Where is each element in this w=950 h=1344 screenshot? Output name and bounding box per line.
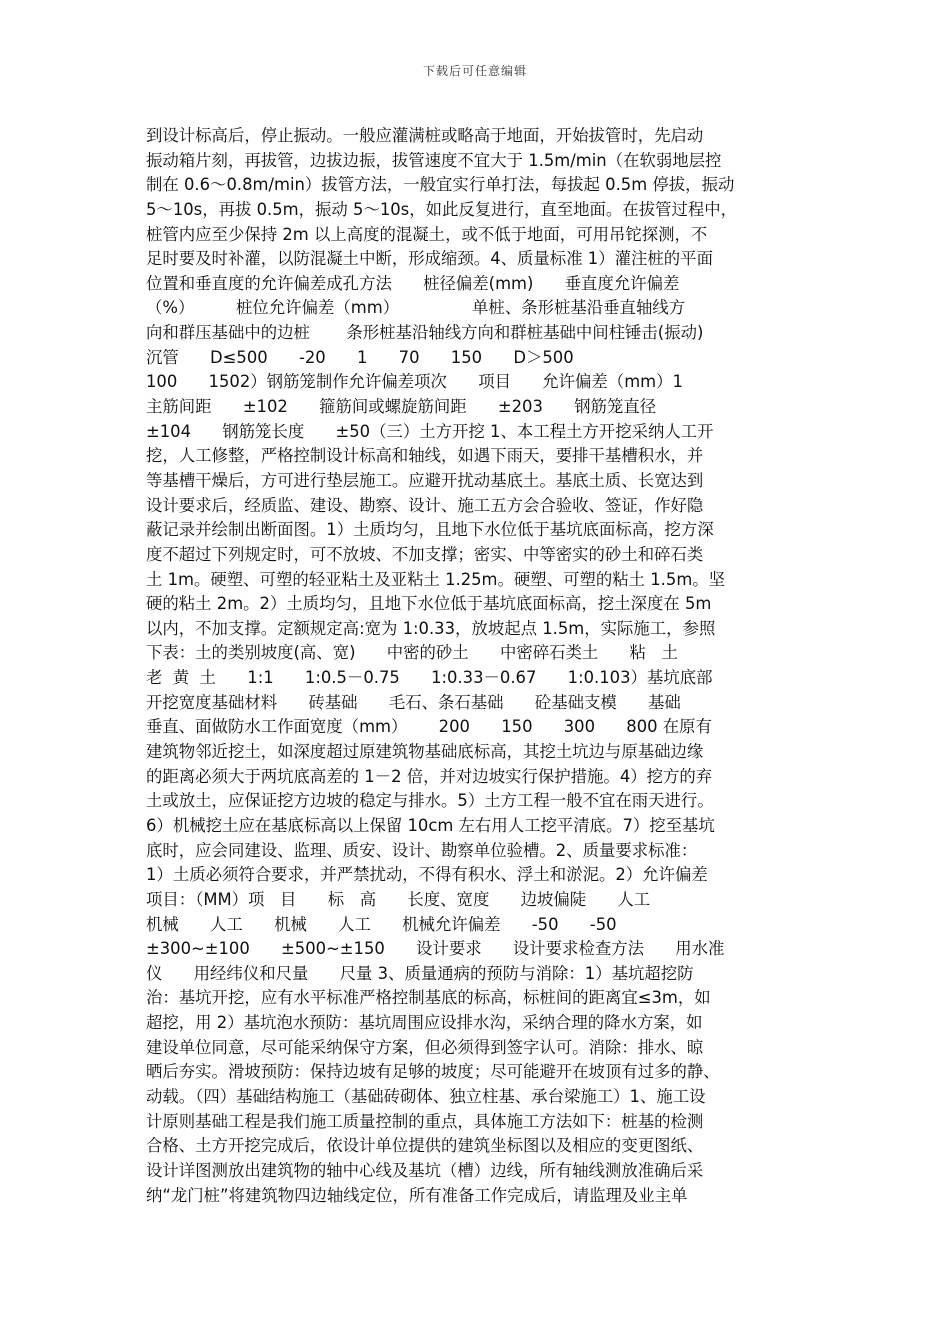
- text-line: 土 1m。硬塑、可塑的轻亚粘土及亚粘土 1.25m。硬塑、可塑的粘土 1.5m。坚: [146, 569, 726, 589]
- text-line: 主筋间距 ±102 箍筋间或螺旋筋间距 ±203 钢筋笼直径: [146, 397, 657, 417]
- text-line: 合格、土方开挖完成后，依设计单位提供的建筑坐标图以及相应的变更图纸、: [146, 1136, 704, 1156]
- text-line: 向和群压基础中的边桩 条形桩基沿轴线方向和群桩基础中间柱锤击(振动): [146, 323, 704, 343]
- text-line: 开挖宽度基础材料 砖基础 毛石、条石基础 砼基础支模 基础: [146, 692, 681, 712]
- text-line: 项目：（MM）项 目 标 高 长度、宽度 边坡偏陡 人工: [146, 889, 651, 909]
- text-line: （%） 桩位允许偏差（mm） 单桩、条形桩基沿垂直轴线方: [146, 298, 686, 318]
- text-line: 老 黄 土 1:1 1:0.5－0.75 1:0.33－0.67 1:0.103）基坑底部: [146, 668, 713, 688]
- text-line: 6）机械挖土应在基底标高以上保留 10cm 左右用人工挖平清底。7）挖至基坑: [146, 815, 715, 835]
- text-line: 100 1502）钢筋笼制作允许偏差项次 项目 允许偏差（mm）1: [146, 372, 683, 392]
- text-line: 治：基坑开挖，应有水平标准严格控制基底的标高，标桩间的距离宜≤3m，如: [146, 988, 711, 1008]
- text-line: 制在 0.6～0.8m/min）拔管方法，一般宜实行单打法，每拔起 0.5m 停拔，振动: [146, 175, 735, 195]
- text-line: 设计详图测放出建筑物的轴中心线及基坑（槽）边线，所有轴线测放准确后采: [146, 1160, 704, 1180]
- text-line: 纳“龙门桩”将建筑物四边轴线定位，所有准备工作完成后，请监理及业主单: [146, 1185, 688, 1205]
- text-line: ±104 钢筋笼长度 ±50（三）土方开挖 1、本工程土方开挖采纳人工开: [146, 421, 714, 441]
- page-header: 下载后可任意编辑: [422, 64, 527, 78]
- text-line: 晒后夯实。滑坡预防：保持边坡有足够的坡度；尽可能避开在坡顶有过多的静、: [146, 1062, 720, 1082]
- text-line: 机械 人工 机械 人工 机械允许偏差 -50 -50: [146, 914, 617, 934]
- text-line: 沉管 D≤500 -20 1 70 150 D＞500: [146, 347, 574, 367]
- text-line: 1）土质必须符合要求，并严禁扰动，不得有积水、浮土和淤泥。2）允许偏差: [146, 865, 708, 885]
- text-line: 动载。（四）基础结构施工（基础砖砌体、独立柱基、承台梁施工）1、施工设: [146, 1086, 706, 1106]
- text-line: 蔽记录并绘制出断面图。1）土质均匀，且地下水位低于基坑底面标高，挖方深: [146, 520, 714, 540]
- text-line: 5～10s，再拔 0.5m，振动 5～10s，如此反复进行，直至地面。在拔管过程中，: [146, 199, 738, 219]
- text-line: 挖，人工修整，严格控制设计标高和轴线，如遇下雨天，要排干基槽积水，并: [146, 446, 704, 466]
- text-line: 桩管内应至少保持 2m 以上高度的混凝土，或不低于地面，可用吊铊探测，不: [146, 224, 708, 244]
- text-line: 计原则基础工程是我们施工质量控制的重点，具体施工方法如下：桩基的检测: [146, 1111, 704, 1131]
- text-line: 度不超过下列规定时，可不放坡、不加支撑；密实、中等密实的砂土和碎石类: [146, 544, 704, 564]
- text-line: 以内，不加支撑。定额规定高:宽为 1:0.33，放坡起点 1.5m，实际施工，参照: [146, 618, 716, 638]
- text-line: 仪 用经纬仪和尺量 尺量 3、质量通病的预防与消除：1）基坑超挖防: [146, 963, 694, 983]
- text-line: 设计要求后，经质监、建设、勘察、设计、施工五方会合验收、签证，作好隐: [146, 495, 704, 515]
- text-line: 的距离必须大于两坑底高差的 1－2 倍，并对边坡实行保护措施。4）挖方的弃: [146, 766, 713, 786]
- text-line: 土或放土，应保证挖方边坡的稳定与排水。5）土方工程一般不宜在雨天进行。: [146, 791, 714, 811]
- text-line: 底时，应会同建设、监理、质安、设计、勘察单位验槽。2、质量要求标准：: [146, 840, 698, 860]
- document-body: [146, 124, 811, 1208]
- text-line: 建筑物邻近挖土，如深度超过原建筑物基础底标高，其挖土坑边与原基础边缘: [146, 742, 704, 762]
- text-line: 振动箱片刻，再拔管，边拔边振，拔管速度不宜大于 1.5m/min（在软弱地层控: [146, 150, 722, 170]
- text-line: 位置和垂直度的允许偏差成孔方法 桩径偏差(mm) 垂直度允许偏差: [146, 273, 680, 293]
- text-line: ±300~±100 ±500~±150 设计要求 设计要求检查方法 用水准: [146, 939, 725, 959]
- text-line: 建设单位同意，尽可能采纳保守方案，但必须得到签字认可。消除：排水、晾: [146, 1037, 704, 1057]
- text-line: 垂直、面做防水工作面宽度（mm） 200 150 300 800 在原有: [146, 717, 712, 737]
- text-line: 等基槽干燥后，方可进行垫层施工。应避开扰动基底土。基底土质、长宽达到: [146, 470, 704, 490]
- text-line: 足时要及时补灌，以防混凝土中断，形成缩颈。4、质量标准 1）灌注桩的平面: [146, 249, 713, 269]
- text-line: 到设计标高后，停止振动。一般应灌满桩或略高于地面，开始拔管时，先启动: [146, 126, 704, 145]
- text-line: 硬的粘土 2m。2）土质均匀，且地下水位低于基坑底面标高，挖土深度在 5m: [146, 594, 712, 614]
- text-line: 下表：土的类别坡度(高、宽) 中密的砂土 中密碎石类土 粘 土: [146, 643, 678, 663]
- text-line: 超挖，用 2）基坑泡水预防：基坑周围应设排水沟，采纳合理的降水方案，如: [146, 1013, 703, 1033]
